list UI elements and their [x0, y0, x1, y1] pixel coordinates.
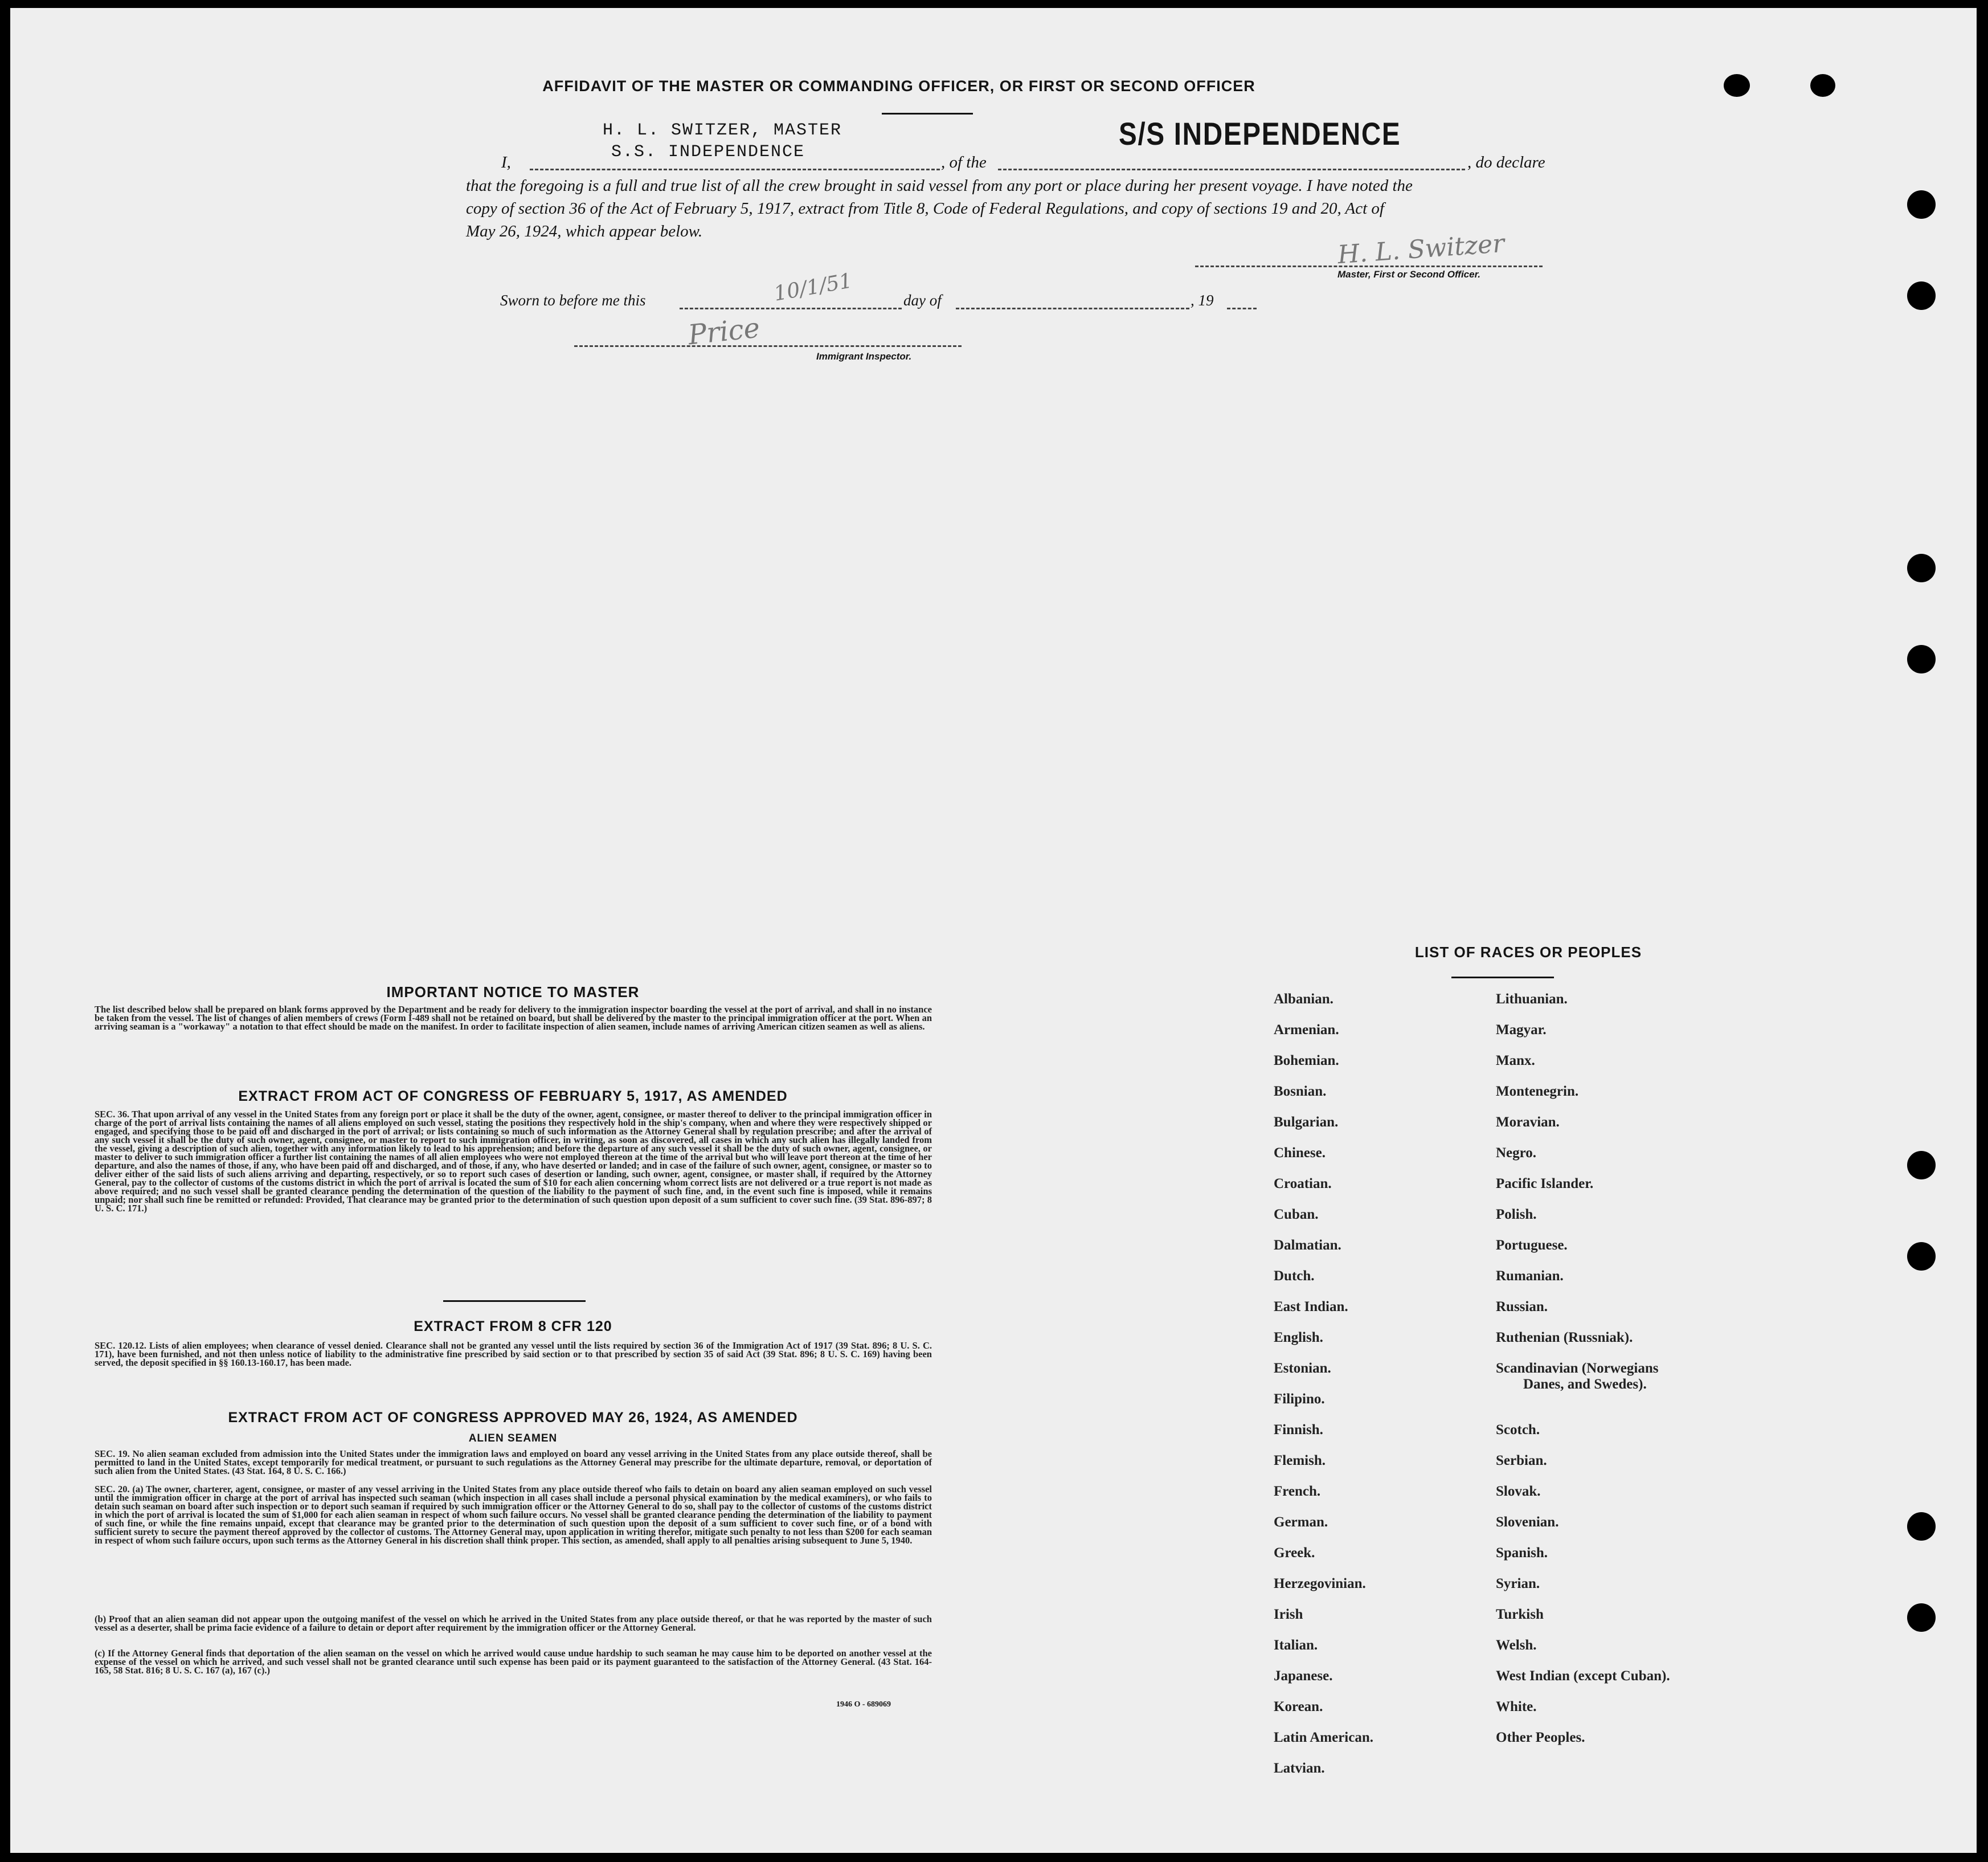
race-item: Estonian.: [1274, 1361, 1331, 1376]
race-item: Scotch.: [1496, 1422, 1540, 1438]
race-item: Herzegovinian.: [1274, 1576, 1366, 1591]
race-item: Albanian.: [1274, 991, 1333, 1007]
race-item: Bosnian.: [1274, 1084, 1327, 1099]
race-item: Latin American.: [1274, 1730, 1373, 1745]
declaration-line-3: May 26, 1924, which appear below.: [466, 222, 703, 240]
race-item: Spanish.: [1496, 1545, 1548, 1561]
punch-hole: [1810, 74, 1835, 97]
race-item: Japanese.: [1274, 1668, 1333, 1684]
extract-1917-text: SEC. 36. That upon arrival of any vessel in the United States from any foreign port or place it shall be the duty of the owner, agent, consignee, or master thereof to deliver to the principal immigration officer in charge of the port of arrival lists containing the names of all aliens employed on such vessel, stating the positions they respectively hold in the ship's company, when and where they were respectively shipped or engaged, and specifying those to be paid off and discharged in the port of arrival; or lists containing so much of such information as the Attorney General shall by regulation prescribe; and after the arrival of any such vessel it shall be the duty of such owner, agent, consignee, or master to report to such immigration officer, in writing, as soon as discovered, all cases in which any such alien has illegally landed from the vessel, giving a description of such alien, together with any information likely to lead to his apprehension; and before the departure of any such vessel it shall be the duty of such owner, agent, consignee, or master to deliver to such immigration officer a further list containing the names of all alien employees who were not employed thereon at the time of the arrival but who will leave port thereon at the time of her departure, and also the names of those, if any, who have been paid off and discharged, and of those, if any, who have deserted or landed; and in case of the failure of such owner, agent, consignee, or master so to deliver either of the said lists of such aliens arriving and departing, respectively, or so to report such cases of desertion or landing, such owner, agent, consignee, or master shall, if required by the Attorney General, pay to the collector of customs of the customs district in which the port of arrival is located the sum of $10 for each alien concerning whom correct lists are not delivered or a true report is not made as above required; and no such vessel shall be granted clearance pending the determination of the question of the liability to the payment of such fine, and, in the event such fine is imposed, while it remains unpaid; nor shall such fine be remitted or refunded: Provided, That clearance may be granted prior to the determination of such question upon deposit of a sum sufficient to cover such fine. (39 Stat. 896-897; 8 U. S. C. 171.): [95, 1109, 932, 1214]
punch-hole: [1724, 74, 1750, 97]
inspector-line: [574, 345, 962, 347]
race-item: Finnish.: [1274, 1422, 1323, 1438]
day-of-label: day of: [903, 292, 942, 309]
punch-hole: [1907, 1603, 1936, 1632]
race-item: Dutch.: [1274, 1268, 1315, 1284]
race-item: Armenian.: [1274, 1022, 1339, 1038]
punch-hole: [1907, 190, 1936, 219]
notice-text: The list described below shall be prepared on blank forms approved by the Department and be ready for delivery to the immigration inspector boarding the vessel at the port of arrival, and shall in no instance be taken from the vessel. The list of changes of alien members of crews (Form I-489 shall not be retained on board, but shall be delivered by the master to the principal immigration officer at the port. When an arriving seaman is a "workaway" a notation to that effect should be made on the manifest. In order to facilitate inspection of alien seamen, include names of arriving American citizen seamen as well as aliens.: [95, 1004, 932, 1032]
extract-1924-subtitle: ALIEN SEAMEN: [468, 1432, 558, 1444]
sworn-label: Sworn to before me this: [500, 292, 646, 309]
race-item: East Indian.: [1274, 1299, 1348, 1314]
race-item: Dalmatian.: [1274, 1238, 1341, 1253]
document-page: [10, 8, 1977, 1853]
punch-hole: [1907, 281, 1936, 310]
race-item: Scandinavian (Norwegians: [1496, 1361, 1659, 1376]
race-item: Cuban.: [1274, 1207, 1319, 1222]
race-item: Rumanian.: [1496, 1268, 1564, 1284]
signature-line: [1195, 266, 1543, 267]
print-code: 1946 O - 689069: [836, 1700, 891, 1709]
race-item: German.: [1274, 1514, 1328, 1530]
race-item: Russian.: [1496, 1299, 1548, 1314]
race-item: Welsh.: [1496, 1638, 1537, 1653]
race-item: Polish.: [1496, 1207, 1537, 1222]
race-item: Portuguese.: [1496, 1238, 1568, 1253]
race-item: Ruthenian (Russniak).: [1496, 1330, 1633, 1345]
race-item: Slovak.: [1496, 1484, 1541, 1499]
inspector-caption: Immigrant Inspector.: [816, 351, 912, 362]
inspector-signature: Price: [686, 312, 762, 352]
extract-1924-title: EXTRACT FROM ACT OF CONGRESS APPROVED MAY 26, 1924, AS AMENDED: [228, 1410, 798, 1426]
punch-hole: [1907, 1242, 1936, 1271]
extract-1924-sec19: SEC. 19. No alien seaman excluded from admission into the United States under the immigration laws and employed on board any vessel arriving in the United States from any place outside thereof, shall be permitted to land in the United States, except temporarily for medical treatment, or pursuant to such regulations as the Attorney General may prescribe for the ultimate departure, removal, or deportation of such alien from the United States. (43 Stat. 164, 8 U. S. C. 166.): [95, 1448, 932, 1476]
officer-caption: Master, First or Second Officer.: [1337, 269, 1480, 280]
races-title-rule: [1451, 977, 1554, 978]
race-item: Danes, and Swedes).: [1523, 1377, 1647, 1392]
declaration-line-1: that the foregoing is a full and true list of all the crew brought in said vessel from any port or place during her present voyage. I have noted the: [466, 177, 1413, 195]
race-item: Pacific Islander.: [1496, 1176, 1594, 1191]
extract-1917-title: EXTRACT FROM ACT OF CONGRESS OF FEBRUARY 5, 1917, AS AMENDED: [238, 1088, 788, 1104]
sworn-year-line: [1227, 308, 1257, 309]
race-item: Italian.: [1274, 1638, 1318, 1653]
punch-hole: [1907, 1512, 1936, 1541]
punch-hole: [1907, 645, 1936, 673]
punch-hole: [1907, 554, 1936, 582]
extract-cfr-text: SEC. 120.12. Lists of alien employees; when clearance of vessel denied. Clearance shall not be granted any vessel until the lists required by section 36 of the Immigration Act of 1917 (39 Stat. 896; 8 U. S. C. 171), have been furnished, and not then unless notice of liability to the administrative fine prescribed by said section or to that prescribed by section 35 of said Act (39 Stat. 896; 8 U. S. C. 169) having been served, the deposit specified in §§ 160.13-160.17, has been made.: [95, 1340, 932, 1368]
officer-signature: H. L. Switzer: [1336, 228, 1506, 270]
race-item: Flemish.: [1274, 1453, 1326, 1468]
sworn-date-handwritten: 10/1/51: [772, 269, 854, 306]
extract-1924-sec20b: (b) Proof that an alien seaman did not appear upon the outgoing manifest of the vessel on which he arrived in the United States from any place outside thereof, or that he was reported by the master of such vessel as a deserter, shall be prima facie evidence of a failure to detain or deport after requirement by the immigration officer or the Attorney General.: [95, 1614, 932, 1633]
race-item: Other Peoples.: [1496, 1730, 1585, 1745]
race-item: Korean.: [1274, 1699, 1323, 1714]
name-field-line: [530, 169, 940, 170]
year-label: , 19: [1191, 292, 1214, 309]
declaration-line-2: copy of section 36 of the Act of February 5, 1917, extract from Title 8, Code of Federal Regulations, and copy of sections 19 and 20, Act of: [466, 199, 1384, 218]
do-declare-label: , do declare: [1467, 153, 1545, 172]
typed-vessel: S.S. INDEPENDENCE: [611, 142, 805, 162]
extract-1924-sec20a: SEC. 20. (a) The owner, charterer, agent, consignee, or master of any vessel arriving in the United States from any place outside thereof who fails to detain on board any alien seaman employed on such vessel until the immigration officer in charge at the port of arrival has inspected such seaman (which inspection in all cases shall include a personal physical examination by the medical examiners), or who fails to detain such seaman on board after such inspection or to deport such seaman if required by such immigration officer or the Attorney General to do so, shall pay to the collector of customs of the customs district in which the port of arrival is located the sum of $1,000 for each alien seaman in respect of whom such failure occurs. No vessel shall be granted clearance pending the determination of the liability to payment of such fine, or while the fine remains unpaid, except that clearance may be granted prior to the determination of such question upon the deposit of a sum sufficient to cover such fine, or of a bond with sufficient surety to secure the payment thereof approved by the collector of customs. The Attorney General may, upon application in writing therefor, mitigate such penalty to not less than $200 for each seaman in respect of whom such failure occurs, upon such terms as the Attorney General in his discretion shall think proper. This section, as amended, shall apply to all penalties arising subsequent to June 5, 1940.: [95, 1484, 932, 1546]
race-item: Greek.: [1274, 1545, 1315, 1561]
race-item: White.: [1496, 1699, 1537, 1714]
sworn-month-line: [956, 308, 1189, 309]
race-item: Syrian.: [1496, 1576, 1540, 1591]
race-item: Moravian.: [1496, 1114, 1560, 1130]
race-item: Slovenian.: [1496, 1514, 1559, 1530]
race-item: Bohemian.: [1274, 1053, 1339, 1068]
title-rule: [882, 113, 973, 115]
race-item: Chinese.: [1274, 1145, 1326, 1161]
race-item: Bulgarian.: [1274, 1114, 1339, 1130]
races-left-column: [1274, 991, 1373, 1791]
race-item: Negro.: [1496, 1145, 1537, 1161]
typed-name: H. L. SWITZER, MASTER: [603, 121, 842, 140]
notice-title: IMPORTANT NOTICE TO MASTER: [386, 983, 640, 1001]
declaration-text: [466, 174, 1548, 243]
extract-cfr-title: EXTRACT FROM 8 CFR 120: [414, 1318, 612, 1334]
vessel-field-line: [998, 169, 1465, 170]
race-item: English.: [1274, 1330, 1323, 1345]
affidavit-title: AFFIDAVIT OF THE MASTER OR COMMANDING OFFICER, OR FIRST OR SECOND OFFICER: [542, 77, 1255, 95]
race-item: Montenegrin.: [1496, 1084, 1579, 1099]
races-title: LIST OF RACES OR PEOPLES: [1414, 944, 1642, 961]
race-item: Latvian.: [1274, 1761, 1325, 1776]
race-item: Manx.: [1496, 1053, 1535, 1068]
race-item: Magyar.: [1496, 1022, 1547, 1038]
race-item: West Indian (except Cuban).: [1496, 1668, 1670, 1684]
race-item: Filipino.: [1274, 1391, 1325, 1407]
i-label: I,: [501, 153, 511, 172]
race-item: Croatian.: [1274, 1176, 1332, 1191]
of-the-label: , of the: [941, 153, 987, 172]
sworn-day-line: [680, 308, 902, 309]
extract-1917-rule: [443, 1300, 586, 1302]
race-item: Lithuanian.: [1496, 991, 1568, 1007]
race-item: Turkish: [1496, 1607, 1544, 1622]
vessel-stamp: S/S INDEPENDENCE: [1119, 116, 1401, 152]
race-item: Irish: [1274, 1607, 1303, 1622]
extract-1924-sec20c: (c) If the Attorney General finds that deportation of the alien seaman on the vessel on which he arrived would cause undue hardship to such seaman he may cause him to be deported on another vessel at the expense of the vessel on which he arrived, and such vessel shall not be granted clearance until such expense has been paid or its payment guaranteed to the satisfaction of the Attorney General. (43 Stat. 164-165, 58 Stat. 816; 8 U. S. C. 167 (a), 167 (c).): [95, 1648, 932, 1676]
race-item: French.: [1274, 1484, 1321, 1499]
races-right-column: [1496, 991, 1670, 1761]
punch-hole: [1907, 1151, 1936, 1179]
race-item: Serbian.: [1496, 1453, 1547, 1468]
